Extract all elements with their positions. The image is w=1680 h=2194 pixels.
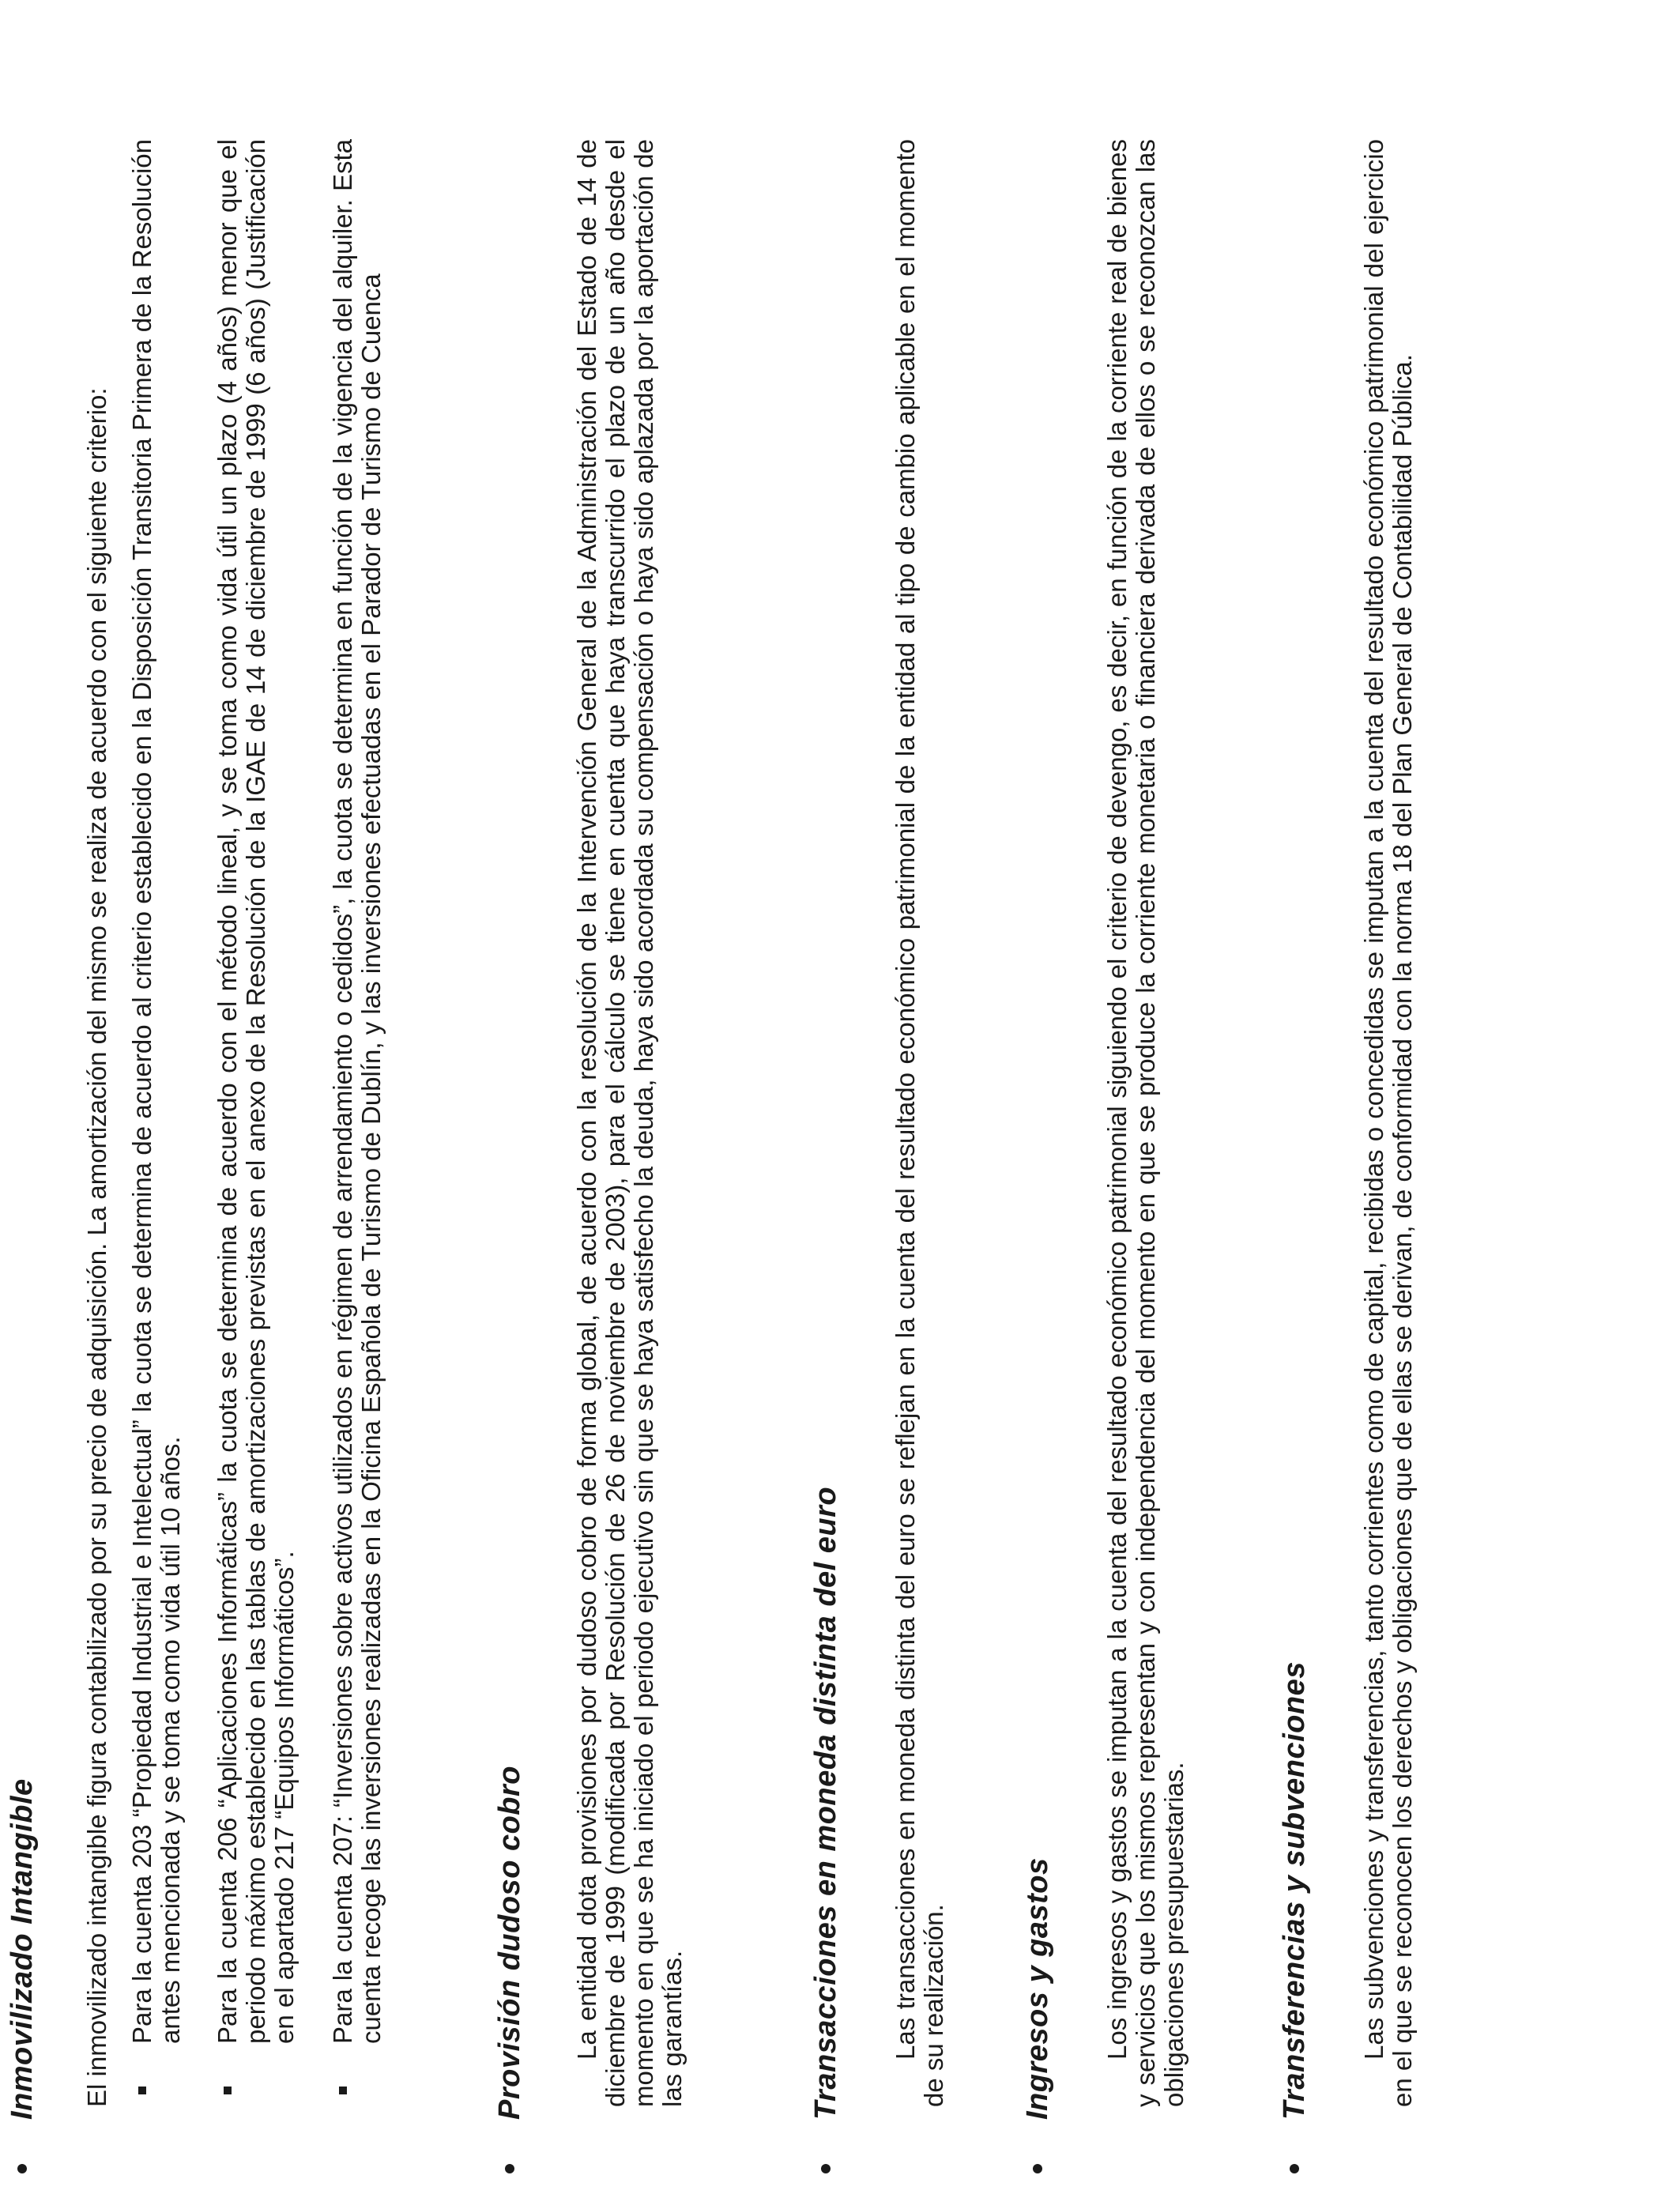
list-item bbox=[329, 139, 386, 2107]
bullet-icon bbox=[505, 2164, 514, 2173]
list-item-text: Para la cuenta 207: “Inversiones sobre activos utilizados en régimen de arrendamiento o cedidos”, la cuota se determina en función de la vigencia del alquiler. Esta cuenta recoge las inversiones realizadas en la Oficina Española de Turismo de Dublín, y las inversiones efectuadas en el Parador de Turismo de Cuenca bbox=[328, 139, 386, 2044]
square-bullet-icon bbox=[138, 2087, 146, 2094]
section-heading bbox=[810, 1487, 842, 2173]
list-item bbox=[213, 139, 299, 2107]
section-title: Transacciones en moneda distinta del euro bbox=[809, 1486, 842, 2120]
square-bullet-icon bbox=[339, 2087, 347, 2094]
section-heading bbox=[1279, 1661, 1310, 2173]
section-heading bbox=[494, 1766, 525, 2173]
bullet-icon bbox=[1033, 2164, 1042, 2173]
bullet-icon bbox=[821, 2164, 831, 2173]
list-item bbox=[128, 139, 185, 2107]
list-item-text: Para la cuenta 203 “Propiedad Industrial e Intelectual” la cuota se determina de acuerdo al criterio establecido en la Disposición Transitoria Primera de la Resolución antes mencionada y se toma como vida útil 10 años. bbox=[127, 139, 185, 2044]
section-intro: El inmovilizado intangible figura contabilizado por su precio de adquisición. La amortización del mismo se realiza de acuerdo con el siguiente criterio: bbox=[82, 387, 111, 2107]
section-title: Provisión dudoso cobro bbox=[493, 1765, 526, 2120]
list-item-text: Para la cuenta 206 “Aplicaciones Informáticas” la cuota se determina de acuerdo con el método lineal, y se toma como vida útil un plazo (4 años) menor que el periodo máximo establecido en las tablas de amortizaciones previstas en el anexo de la Resolución de la IGAE de 14 de diciembre de 1999 (6 años) (Justificación en el apartado 217 “Equipos Informáticos”. bbox=[213, 139, 299, 2044]
section-body: La entidad dota provisiones por dudoso cobro de forma global, de acuerdo con la resolución de la Intervención General de la Administración del Estado de 14 de diciembre de 1999 (modificada por Resolución de 26 de noviembre de 2003), para el cálculo se tiene en cuenta que haya transcurrido el plazo de un año desde el momento en que se ha iniciado el periodo ejecutivo sin que se haya satisfecho la deuda, haya sido acordada su compensación o haya sido aplazada por la aportación de las garantías. bbox=[572, 139, 687, 2107]
bullet-icon bbox=[1290, 2164, 1299, 2173]
square-bullet-icon bbox=[224, 2087, 232, 2094]
section-heading bbox=[6, 1778, 38, 2173]
bullet-icon bbox=[17, 2164, 27, 2173]
section-body: Las transacciones en moneda distinta del euro se reflejan en la cuenta del resultado económico patrimonial de la entidad al tipo de cambio aplicable en el momento de su realización. bbox=[891, 139, 948, 2107]
section-body: Los ingresos y gastos se imputan a la cuenta del resultado económico patrimonial siguiendo el criterio de devengo, es decir, en función de la corriente real de bienes y servicios que los mismos representan y con independencia del momento en que se produce la corriente monetaria o financiera derivada de ellos o se reconozcan las obligaciones presupuestarias. bbox=[1102, 139, 1188, 2107]
section-title: Transferencias y subvenciones bbox=[1278, 1661, 1311, 2120]
section-heading bbox=[1022, 1857, 1053, 2173]
section-title: Inmovilizado Intangible bbox=[6, 1778, 39, 2120]
section-title: Ingresos y gastos bbox=[1021, 1857, 1054, 2120]
section-body: Las subvenciones y transferencias, tanto corrientes como de capital, recibidas o concedidas se imputan a la cuenta del resultado económico patrimonial del ejercicio en el que se reconocen los derechos y obligaciones que de ellas se derivan, de conformidad con la norma 18 del Plan General de Contabilidad Pública. bbox=[1359, 139, 1417, 2107]
